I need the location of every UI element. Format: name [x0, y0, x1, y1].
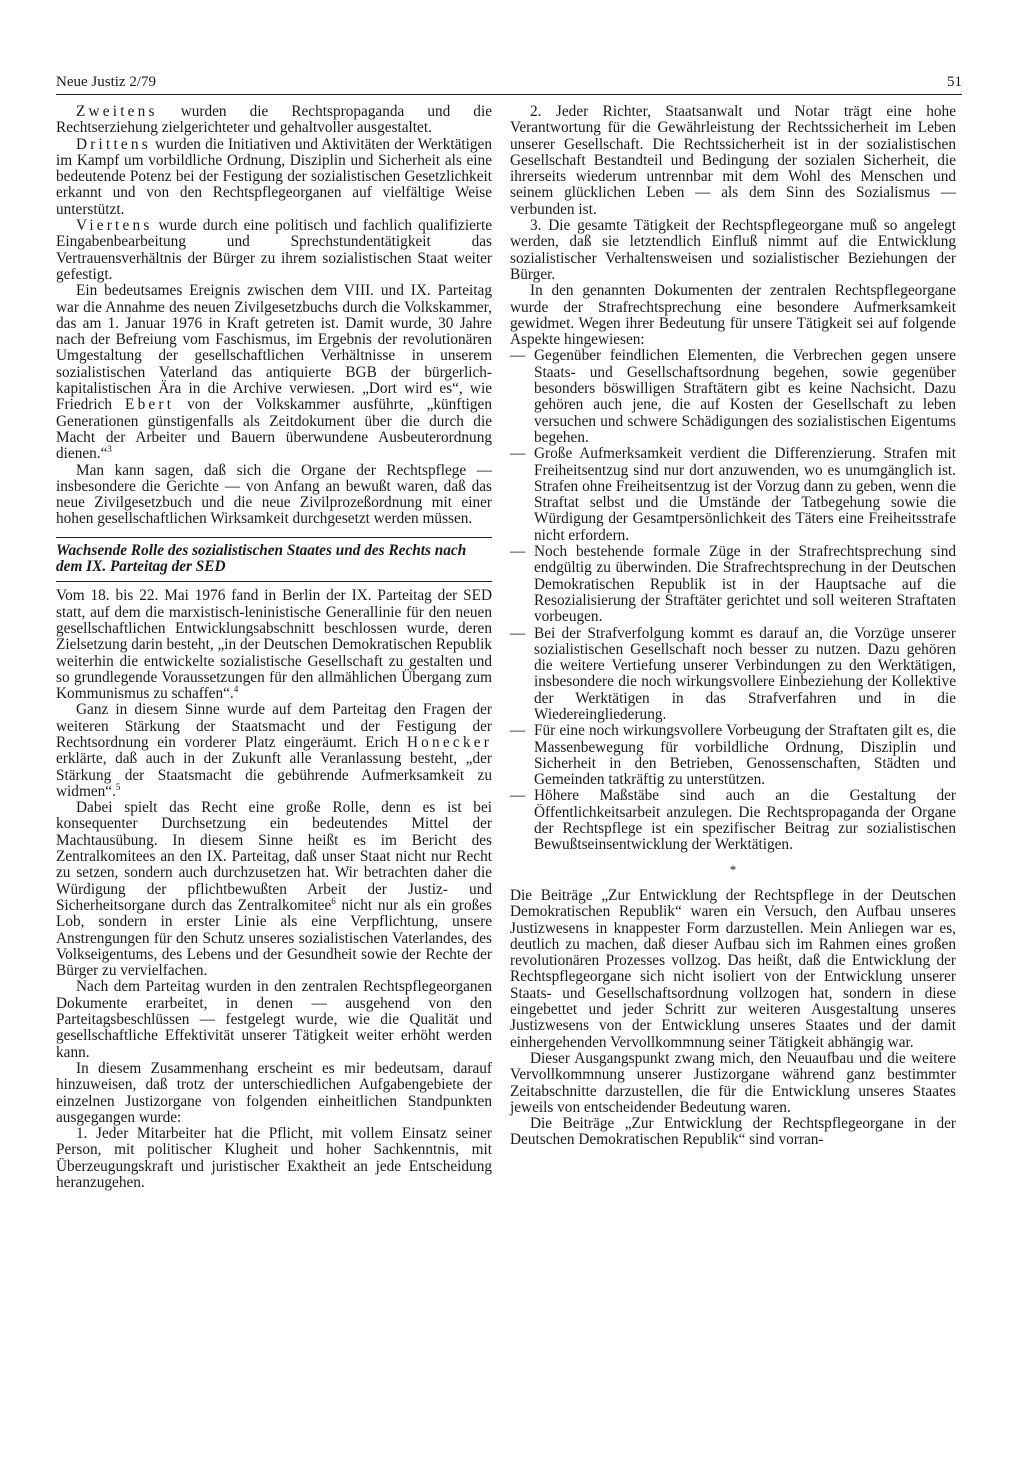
dash-bullet: — [510, 445, 526, 463]
list-item: — Noch bestehende formale Züge in der Strafrechtsprechung sind endgültig zu überwinden. Die Strafrechtsprechung in der Deutschen Demokratischen Republik ist in der Hauptsache auf die Resozialisierung der Straftäter gerichtet und soll weiteren Straftaten vorbeugen. [510, 543, 956, 626]
section-rule-top [56, 537, 492, 538]
dash-bullet: — [510, 722, 526, 740]
footnote-ref-4: 4 [233, 684, 239, 694]
paragraph-point-1: 1. Jeder Mitarbeiter hat die Pflicht, mit vollem Einsatz seiner Person, mit politischer Klugheit und hoher Sachkenntnis, mit Überzeugungskraft und juristischer Exaktheit an jede Entscheidung heranzugehen. [56, 1125, 492, 1191]
paragraph-zweitens: Zweitens wurden die Rechtspropaganda und die Rechtserziehung zielgerichteter und gehaltvoller ausgestaltet. [56, 103, 492, 137]
list-item: — Gegenüber feindlichen Elementen, die Verbrechen gegen unsere Staats- und Gesellschaftsordnung begehen, sowie gegenüber besonders böswilligen Straftätern gibt es keine Nachsicht. Dazu gehören auch jene, die auf Kosten der Gesellschaft zu leben versuchen und schwere Schädigungen des sozialistischen Eigentums begehen. [510, 347, 956, 446]
name-ebert: Ebert [125, 396, 175, 414]
paragraph-dokumente: Nach dem Parteitag wurden in den zentralen Rechtspflegeorganen Dokumente erarbeitet, in denen — ausgehend von den Parteitagsbeschlüssen — festgelegt wurde, wie die Qualität und gesellschaftliche Effektivität unserer Tätigkeit weiter erhöht werden kann. [56, 978, 492, 1061]
dash-bullet: — [510, 347, 526, 365]
paragraph-viertens: Viertens wurde durch eine politisch und fachlich qualifizierte Eingabenbearbeitung und Sprechstundentätigkeit das Vertrauensverhältnis der Bürger zu ihrem sozialistischen Staat weiter gefestigt. [56, 217, 492, 283]
dash-bullet: — [510, 787, 526, 805]
journal-title: Neue Justiz 2/79 [56, 74, 156, 90]
emphasis-drittens: Drittens [76, 135, 151, 153]
list-item: — Höhere Maßstäbe sind auch an die Gestaltung der Öffentlichkeitsarbeit anzulegen. Die Rechtspropaganda der Organe der Rechtspflege ist ein spezifischer Beitrag zur sozialistischen Bewußtseinsentwicklung der Werktätigen. [510, 787, 956, 854]
left-column [56, 104, 492, 1191]
paragraph-ausgangspunkt: Dieser Ausgangspunkt zwang mich, den Neuaufbau und die weitere Vervollkommnung unserer Justizorgane während ganz bestimmter Zeitabschnitte darzustellen, die für die Entwicklung unseres Staates jeweils von entscheidender Bedeutung waren. [510, 1049, 956, 1116]
page-number: 51 [947, 74, 962, 90]
list-item: — Für eine noch wirkungsvollere Vorbeugung der Straftaten gilt es, die Massenbewegung für vorbildliche Ordnung, Disziplin und Sicherheit in den Betrieben, Genossenschaften, Städten und Gemeinden tatkräftig zu unterstützen. [510, 722, 956, 789]
paragraph-zivilgesetzbuch: Ein bedeutsames Ereignis zwischen dem VIII. und IX. Parteitag war die Annahme des neuen Zivilgesetzbuchs durch die Volkskammer, das am 1. Januar 1976 in Kraft getreten ist. Damit wurde, 30 Jahre nach der Befreiung vom Faschismus, im Ergebnis der revolutionären Umgestaltung der gesellschaftlichen Verhältnisse in unserem sozialistischen Vaterland das antiquierte BGB der bürgerlich-kapitalistischen Ära in die Archive verwiesen. „Dort wird es“, wie Friedrich Ebert von der Volkskammer ausführte, „künftigen Generationen günstigenfalls als Zeitdokument über die durch die Macht der Arbeiter und Bauern überwundene Ausbeuterordnung dienen.“$^3$ [56, 282, 492, 463]
page-header [56, 72, 962, 95]
paragraph-drittens: Drittens wurden die Initiativen und Aktivitäten der Werktätigen im Kampf um vorbildliche Ordnung, Disziplin und Sicherheit als eine bedeutende Potenz bei der Festigung der sozialistischen Gesetzlichkeit erkannt und von den Rechtspflegeorganen auf vielfältige Weise unterstützt. [56, 135, 492, 218]
paragraph-beitraege: Die Beiträge „Zur Entwicklung der Rechtspflege in der Deutschen Demokratischen Republik“ waren ein Versuch, den Aufbau unseres Justizwesens in knappester Form darzustellen. Mein Anliegen war es, deutlich zu machen, daß dieser Aufbau sich im Rahmen eines großen revolutionären Prozesses vollzog. Das heißt, daß die Entwicklung der Rechtspflegeorgane sich nicht isoliert von der Entwicklung unserer Staats- und Gesellschaftsordnung vollzogen hat, sondern in diese eingebettet und jeder Schritt zur weiteren Ausgestaltung unseres Justizwesens von der Entwicklung unseres Staates und der damit einhergehenden Vervollkommnung seiner Tätigkeit abhängig war. [510, 886, 956, 1051]
paragraph-point-3: 3. Die gesamte Tätigkeit der Rechtspflegeorgane muß so angelegt werden, daß sie letztendlich Einfluß nimmt auf die Entwicklung sozialistischer Verhaltensweisen und sozialistischer Beziehungen der Bürger. [510, 217, 956, 283]
paragraph-recht: Dabei spielt das Recht eine große Rolle, denn es ist bei konsequenter Durchsetzung ein bedeutendes Mittel der Machtausübung. In diesem Sinne heißt es im Bericht des Zentralkomitees an den IX. Parteitag, daß unser Staat nicht nur Recht zu setzen, sondern auch durchzusetzen hat. Wir betrachten daher die Würdigung der pflichtbewußten Arbeit der Justiz- und Sicherheitsorgane durch das Zentralkomitee$^6$ nicht nur als ein großes Lob, sondern in erster Linie als eine Verpflichtung, unsere Anstrengungen für den Schutz unseres sozialistischen Vaterlandes, des Volkseigentums, des Lebens und der Gesundheit sowie der Rechte der Bürger zu vervielfachen. [56, 799, 492, 980]
list-item: — Große Aufmerksamkeit verdient die Differenzierung. Strafen mit Freiheitsentzug sind nur dort anzuwenden, wo es unumgänglich ist. Strafen ohne Freiheitsentzug ist der Vorzug dann zu geben, wenn die Straftat selbst und die Umstände der Tatbegehung sowie die Würdigung der Gesamtpersönlichkeit des Täters eine Freiheitsstrafe nicht erfordern. [510, 445, 956, 544]
section-ornament: * [729, 861, 737, 877]
footnote-ref-3: 3 [107, 444, 112, 455]
footnote-ref-5: 5 [115, 781, 121, 792]
paragraph-parteitag: Vom 18. bis 22. Mai 1976 fand in Berlin der IX. Parteitag der SED statt, auf dem die marxistisch-leninistische Generallinie für den neuen gesellschaftlichen Entwicklungsabschnitt beschlossen wurde, deren Zielsetzung darin besteht, „in der Deutschen Demokratischen Republik weiterhin die entwickelte sozialistische Gesellschaft zu gestalten und so grundlegende Voraussetzungen für den allmählichen Übergang zum Kommunismus zu schaffen“.$^4$ [56, 587, 492, 703]
paragraph-staatsmacht: Ganz in diesem Sinne wurde auf dem Parteitag den Fragen der weiteren Stärkung der Staatsmacht und der Festigung der Rechtsordnung ein vorderer Platz eingeräumt. Erich Honecker erklärte, daß auch in der Zukunft alle Veranlassung besteht, „der Stärkung der Staatsmacht die gebührende Aufmerksamkeit zu widmen“.$^5$ [56, 701, 492, 800]
paragraph-strafrechtsprechung: In den genannten Dokumenten der zentralen Rechtspflegeorgane wurde der Strafrechtsprechung eine besondere Aufmerksamkeit gewidmet. Wegen ihrer Bedeutung für unsere Tätigkeit sei auf folgende Aspekte hingewiesen: [510, 282, 956, 349]
list-item: — Bei der Strafverfolgung kommt es darauf an, die Vorzüge unserer sozialistischen Gesellschaft noch besser zu nutzen. Dazu gehören die weitere Vertiefung unserer Verbindungen zu den Werktätigen, insbesondere die noch wirkungsvollere Einbeziehung der Kollektive der Werktätigen in das Strafverfahren und in die Wiedereingliederung. [510, 624, 956, 723]
emphasis-zweitens: Zweitens [76, 103, 158, 120]
paragraph-beitraege-continued: Die Beiträge „Zur Entwicklung der Rechtspflegeorgane in der Deutschen Demokratischen Republik“ sind vorran- [510, 1115, 956, 1149]
paragraph-rechtspflege: Man kann sagen, daß sich die Organe der Rechtspflege — insbesondere die Gerichte — von Anfang an bewußt waren, daß das neue Zivilgesetzbuch und die neue Zivilprozeßordnung mit einer hohen gesellschaftlichen Wirksamkeit durchgesetzt werden müssen. [56, 461, 492, 528]
dash-bullet: — [510, 624, 526, 642]
paragraph-zusammenhang: In diesem Zusammenhang erscheint es mir bedeutsam, darauf hinzuweisen, daß trotz der unterschiedlichen Aufgabengebiete der einzelnen Justizorgane von folgenden einheitlichen Standpunkten ausgegangen wurde: [56, 1059, 492, 1126]
emphasis-viertens: Viertens [76, 217, 153, 235]
name-honecker: Honecker [406, 733, 492, 751]
dash-bullet: — [510, 543, 526, 561]
section-heading: Wachsende Rolle des sozialistischen Staates und des Rechts nach dem IX. Parteitag der SED [56, 543, 492, 583]
aspects-list [510, 348, 956, 853]
footnote-ref-6: 6 [331, 895, 336, 906]
paragraph-point-2: 2. Jeder Richter, Staatsanwalt und Notar trägt eine hohe Verantwortung für die Gewährleistung der Rechtssicherheit im Leben unserer Gesellschaft. Die Rechtssicherheit ist in der sozialistischen Gesellschaft Bestandteil und Bedingung der sozialen Sicherheit, die ihrerseits wiederum untrennbar mit dem Wohl des Menschen und seinem glücklichen Leben — als dem Sinn des Sozialismus — verbunden ist. [510, 103, 956, 218]
right-column [510, 104, 956, 1149]
